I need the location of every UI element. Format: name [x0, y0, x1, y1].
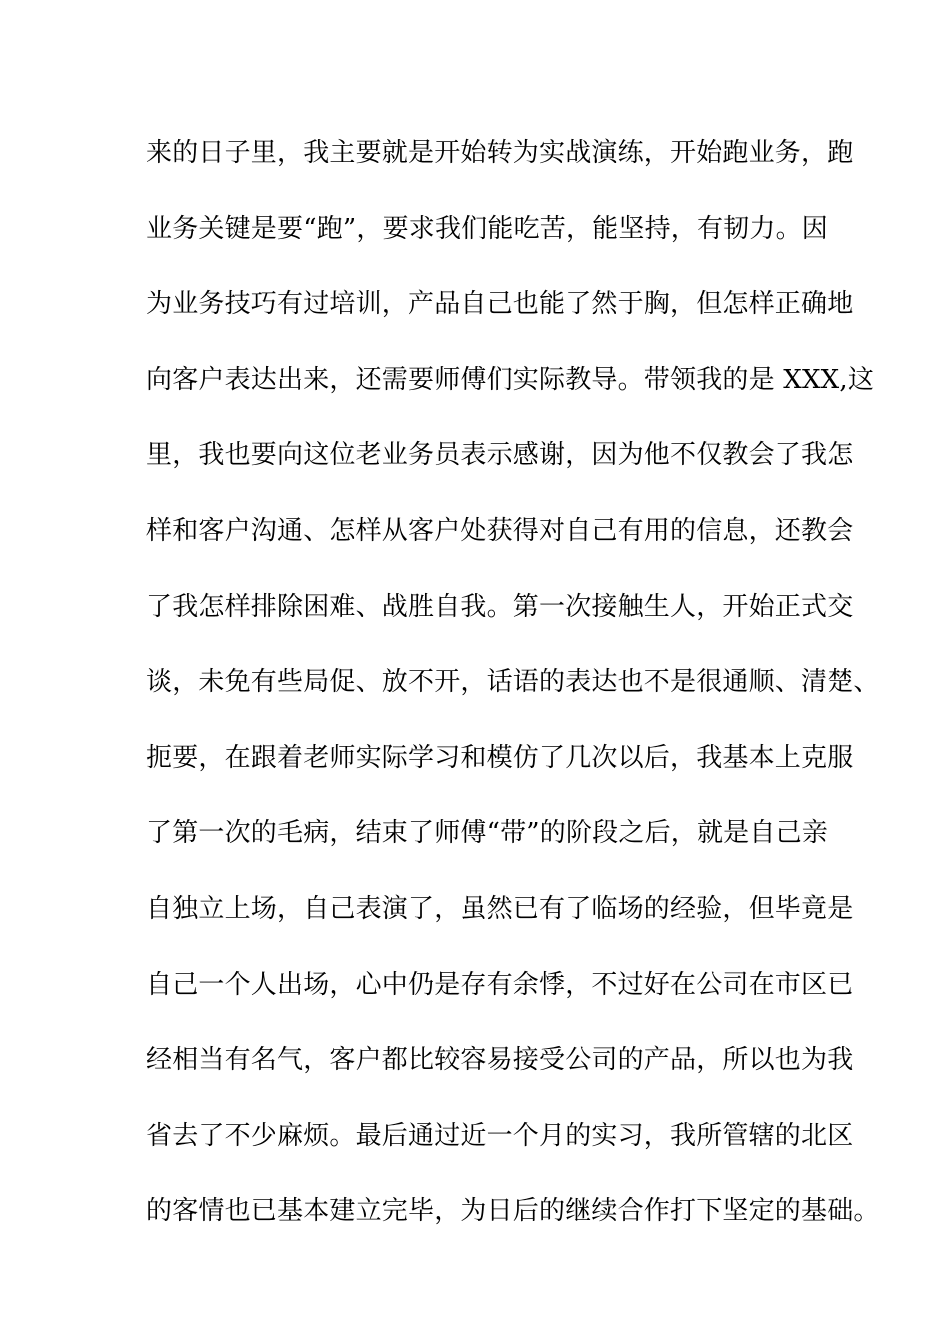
text-line: 向客户表达出来，还需要师傅们实际教导。带领我的是 XXX,这 — [146, 364, 875, 395]
text-line: 为业务技巧有过培训，产品自己也能了然于胸，但怎样正确地 — [146, 289, 854, 320]
text-line: 自独立上场，自己表演了，虽然已有了临场的经验，但毕竟是 — [146, 893, 854, 924]
text-line: 的客情也已基本建立完毕，为日后的继续合作打下坚定的基础。 — [146, 1196, 880, 1227]
text-line: 来的日子里，我主要就是开始转为实战演练，开始跑业务，跑 — [146, 138, 854, 168]
text-line: 业务关键是要“跑”，要求我们能吃苦，能坚持，有韧力。因 — [146, 213, 828, 244]
text-line: 省去了不少麻烦。最后通过近一个月的实习，我所管辖的北区 — [146, 1120, 854, 1151]
text-line: 谈，未免有些局促、放不开，话语的表达也不是很通顺、清楚、 — [146, 667, 880, 698]
text-line: 了第一次的毛病，结束了师傅“带”的阶段之后，就是自己亲 — [146, 818, 828, 849]
text-line: 经相当有名气，客户都比较容易接受公司的产品，所以也为我 — [146, 1045, 854, 1076]
text-line: 里，我也要向这位老业务员表示感谢，因为他不仅教会了我怎 — [146, 440, 854, 471]
text-line: 了我怎样排除困难、战胜自我。第一次接触生人，开始正式交 — [146, 591, 854, 622]
text-line: 样和客户沟通、怎样从客户处获得对自己有用的信息，还教会 — [146, 515, 854, 546]
text-line: 自己一个人出场，心中仍是存有余悸，不过好在公司在市区已 — [146, 969, 854, 1000]
text-line: 扼要，在跟着老师实际学习和模仿了几次以后，我基本上克服 — [146, 742, 854, 773]
body-paragraph — [146, 132, 880, 1266]
